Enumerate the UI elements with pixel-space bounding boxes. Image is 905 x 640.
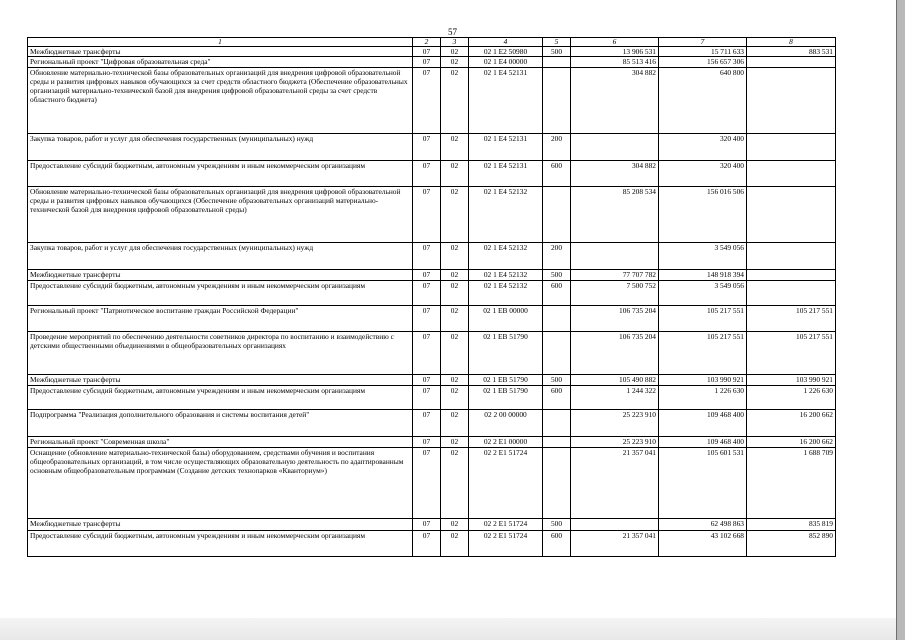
expense-type-cell <box>543 448 571 519</box>
amount-col6-cell <box>571 519 659 531</box>
amount-col7-cell: 156 657 306 <box>659 57 747 68</box>
section-code-cell: 07 <box>413 437 441 448</box>
amount-col7-cell: 148 918 394 <box>659 270 747 281</box>
table-row <box>28 306 836 332</box>
amount-col8-cell: 105 217 551 <box>747 306 836 332</box>
target-article-cell: 02 2 E1 51724 <box>469 448 543 519</box>
row-name-cell: Региональный проект "Цифровая образовательная среда" <box>28 57 413 68</box>
amount-col7-cell: 109 468 400 <box>659 437 747 448</box>
target-article-cell: 02 1 E4 52132 <box>469 243 543 270</box>
row-name-cell: Подпрограмма "Реализация дополнительного образования и системы воспитания детей" <box>28 410 413 437</box>
section-code-cell: 07 <box>413 332 441 375</box>
subsection-code-cell: 02 <box>441 57 469 68</box>
amount-col8-cell <box>747 161 836 187</box>
section-code-cell: 07 <box>413 531 441 557</box>
header-cell-6: 6 <box>571 38 659 47</box>
row-name-cell: Межбюджетные трансферты <box>28 375 413 386</box>
target-article-cell: 02 1 E4 52131 <box>469 68 543 134</box>
target-article-cell: 02 1 E4 52132 <box>469 187 543 243</box>
amount-col7-cell: 105 217 551 <box>659 306 747 332</box>
amount-col8-cell <box>747 68 836 134</box>
expense-type-cell: 600 <box>543 386 571 410</box>
row-name-cell: Предоставление субсидий бюджетным, автономным учреждениям и иным некоммерческим организациям <box>28 531 413 557</box>
amount-col6-cell: 7 500 752 <box>571 281 659 306</box>
amount-col8-cell <box>747 57 836 68</box>
subsection-code-cell: 02 <box>441 243 469 270</box>
expense-type-cell <box>543 306 571 332</box>
section-code-cell: 07 <box>413 243 441 270</box>
amount-col7-cell: 62 498 863 <box>659 519 747 531</box>
section-code-cell: 07 <box>413 134 441 161</box>
header-row <box>28 38 836 47</box>
header-cell-1: 1 <box>28 38 413 47</box>
expense-type-cell: 600 <box>543 161 571 187</box>
table-row <box>28 437 836 448</box>
table-row <box>28 57 836 68</box>
row-name-cell: Межбюджетные трансферты <box>28 47 413 57</box>
header-cell-5: 5 <box>543 38 571 47</box>
amount-col7-cell: 105 601 531 <box>659 448 747 519</box>
target-article-cell: 02 2 E1 51724 <box>469 531 543 557</box>
target-article-cell: 02 2 E1 00000 <box>469 437 543 448</box>
section-code-cell: 07 <box>413 47 441 57</box>
budget-table <box>27 37 836 557</box>
amount-col8-cell: 103 990 921 <box>747 375 836 386</box>
expense-type-cell: 600 <box>543 281 571 306</box>
amount-col6-cell: 85 208 534 <box>571 187 659 243</box>
amount-col7-cell: 1 226 630 <box>659 386 747 410</box>
row-name-cell: Региональный проект "Патриотическое воспитание граждан Российской Федерации" <box>28 306 413 332</box>
subsection-code-cell: 02 <box>441 375 469 386</box>
target-article-cell: 02 1 E4 52132 <box>469 270 543 281</box>
header-cell-3: 3 <box>441 38 469 47</box>
row-name-cell: Проведение мероприятий по обеспечению деятельности советников директора по воспитанию и взаимодействию с детскими общественными объединениями в общеобразовательных организациях <box>28 332 413 375</box>
row-name-cell: Предоставление субсидий бюджетным, автономным учреждениям и иным некоммерческим организациям <box>28 281 413 306</box>
section-code-cell: 07 <box>413 410 441 437</box>
amount-col6-cell: 106 735 204 <box>571 332 659 375</box>
amount-col7-cell: 320 400 <box>659 134 747 161</box>
amount-col8-cell <box>747 134 836 161</box>
expense-type-cell: 600 <box>543 531 571 557</box>
amount-col8-cell <box>747 187 836 243</box>
subsection-code-cell: 02 <box>441 386 469 410</box>
table-row <box>28 68 836 134</box>
row-name-cell: Межбюджетные трансферты <box>28 519 413 531</box>
amount-col7-cell: 105 217 551 <box>659 332 747 375</box>
expense-type-cell <box>543 68 571 134</box>
table-row <box>28 47 836 57</box>
amount-col6-cell: 1 244 322 <box>571 386 659 410</box>
section-code-cell: 07 <box>413 375 441 386</box>
amount-col7-cell: 109 468 400 <box>659 410 747 437</box>
amount-col6-cell: 13 906 531 <box>571 47 659 57</box>
header-cell-8: 8 <box>747 38 836 47</box>
row-name-cell: Оснащение (обновление материально-технической базы) оборудованием, средствами обучения и воспитания общеобразовательных организаций, в том числе осуществляющих образовательную деятельность по адаптированным основным общеобразовательным программам (Создание детских технопарков «Кванториум») <box>28 448 413 519</box>
subsection-code-cell: 02 <box>441 134 469 161</box>
amount-col6-cell: 25 223 910 <box>571 437 659 448</box>
table-row <box>28 386 836 410</box>
amount-col8-cell: 852 890 <box>747 531 836 557</box>
table-row <box>28 243 836 270</box>
target-article-cell: 02 1 E2 50980 <box>469 47 543 57</box>
table-row <box>28 187 836 243</box>
table-row <box>28 281 836 306</box>
target-article-cell: 02 1 EB 51790 <box>469 386 543 410</box>
amount-col6-cell: 77 707 782 <box>571 270 659 281</box>
row-name-cell: Предоставление субсидий бюджетным, автономным учреждениям и иным некоммерческим организациям <box>28 161 413 187</box>
viewer-right-edge <box>896 0 905 640</box>
row-name-cell: Предоставление субсидий бюджетным, автономным учреждениям и иным некоммерческим организациям <box>28 386 413 410</box>
amount-col8-cell: 16 200 662 <box>747 410 836 437</box>
expense-type-cell: 200 <box>543 243 571 270</box>
amount-col7-cell: 103 990 921 <box>659 375 747 386</box>
subsection-code-cell: 02 <box>441 270 469 281</box>
amount-col6-cell <box>571 243 659 270</box>
amount-col7-cell: 15 711 633 <box>659 47 747 57</box>
table-row <box>28 332 836 375</box>
section-code-cell: 07 <box>413 448 441 519</box>
expense-type-cell <box>543 332 571 375</box>
amount-col6-cell <box>571 134 659 161</box>
amount-col7-cell: 640 800 <box>659 68 747 134</box>
table-row <box>28 519 836 531</box>
amount-col8-cell: 105 217 551 <box>747 332 836 375</box>
subsection-code-cell: 02 <box>441 306 469 332</box>
target-article-cell: 02 1 E4 52132 <box>469 281 543 306</box>
section-code-cell: 07 <box>413 519 441 531</box>
amount-col6-cell: 106 735 204 <box>571 306 659 332</box>
table-row <box>28 161 836 187</box>
subsection-code-cell: 02 <box>441 281 469 306</box>
amount-col8-cell <box>747 243 836 270</box>
amount-col6-cell: 85 513 416 <box>571 57 659 68</box>
section-code-cell: 07 <box>413 281 441 306</box>
row-name-cell: Закупка товаров, работ и услуг для обеспечения государственных (муниципальных) нужд <box>28 134 413 161</box>
subsection-code-cell: 02 <box>441 437 469 448</box>
amount-col8-cell: 883 531 <box>747 47 836 57</box>
table-row <box>28 270 836 281</box>
expense-type-cell <box>543 57 571 68</box>
page-number: 57 <box>448 27 457 37</box>
amount-col8-cell: 1 688 709 <box>747 448 836 519</box>
row-name-cell: Межбюджетные трансферты <box>28 270 413 281</box>
amount-col6-cell: 304 882 <box>571 161 659 187</box>
target-article-cell: 02 1 E4 52131 <box>469 134 543 161</box>
amount-col6-cell: 105 490 882 <box>571 375 659 386</box>
amount-col8-cell: 835 819 <box>747 519 836 531</box>
target-article-cell: 02 1 E4 00000 <box>469 57 543 68</box>
row-name-cell: Обновление материально-технической базы образовательных организаций для внедрения цифровой образовательной среды и развития цифровых навыков обучающихся за счет средств областного бюджета (Обеспечение образовательных организаций материально-технической базой для внедрения цифровой образовательной среды за счет средств областного бюджета) <box>28 68 413 134</box>
expense-type-cell: 500 <box>543 270 571 281</box>
section-code-cell: 07 <box>413 270 441 281</box>
target-article-cell: 02 1 EB 51790 <box>469 332 543 375</box>
header-cell-4: 4 <box>469 38 543 47</box>
expense-type-cell: 200 <box>543 134 571 161</box>
target-article-cell: 02 2 00 00000 <box>469 410 543 437</box>
subsection-code-cell: 02 <box>441 519 469 531</box>
amount-col7-cell: 320 400 <box>659 161 747 187</box>
table-row <box>28 531 836 557</box>
row-name-cell: Обновление материально-технической базы образовательных организаций для внедрения цифровой образовательной среды и развития цифровых навыков обучающихся (Обеспечение образовательных организаций материально-технической базой для внедрения цифровой образовательной среды) <box>28 187 413 243</box>
section-code-cell: 07 <box>413 161 441 187</box>
table-row <box>28 134 836 161</box>
subsection-code-cell: 02 <box>441 47 469 57</box>
amount-col8-cell: 1 226 630 <box>747 386 836 410</box>
amount-col7-cell: 43 102 668 <box>659 531 747 557</box>
target-article-cell: 02 1 EB 51790 <box>469 375 543 386</box>
amount-col8-cell <box>747 281 836 306</box>
amount-col6-cell: 25 223 910 <box>571 410 659 437</box>
header-cell-7: 7 <box>659 38 747 47</box>
subsection-code-cell: 02 <box>441 161 469 187</box>
expense-type-cell: 500 <box>543 375 571 386</box>
amount-col8-cell <box>747 270 836 281</box>
table-row <box>28 375 836 386</box>
subsection-code-cell: 02 <box>441 531 469 557</box>
section-code-cell: 07 <box>413 187 441 243</box>
subsection-code-cell: 02 <box>441 448 469 519</box>
row-name-cell: Закупка товаров, работ и услуг для обеспечения государственных (муниципальных) нужд <box>28 243 413 270</box>
subsection-code-cell: 02 <box>441 68 469 134</box>
header-cell-2: 2 <box>413 38 441 47</box>
amount-col6-cell: 21 357 041 <box>571 448 659 519</box>
expense-type-cell: 500 <box>543 519 571 531</box>
target-article-cell: 02 1 EB 00000 <box>469 306 543 332</box>
table-row <box>28 448 836 519</box>
section-code-cell: 07 <box>413 57 441 68</box>
expense-type-cell: 500 <box>543 47 571 57</box>
page-bottom-margin <box>0 618 896 640</box>
amount-col7-cell: 156 016 506 <box>659 187 747 243</box>
expense-type-cell <box>543 187 571 243</box>
amount-col7-cell: 3 549 056 <box>659 281 747 306</box>
amount-col6-cell: 21 357 041 <box>571 531 659 557</box>
amount-col8-cell: 16 200 662 <box>747 437 836 448</box>
amount-col6-cell: 304 882 <box>571 68 659 134</box>
section-code-cell: 07 <box>413 68 441 134</box>
section-code-cell: 07 <box>413 306 441 332</box>
subsection-code-cell: 02 <box>441 187 469 243</box>
table-row <box>28 410 836 437</box>
target-article-cell: 02 2 E1 51724 <box>469 519 543 531</box>
expense-type-cell <box>543 437 571 448</box>
amount-col7-cell: 3 549 056 <box>659 243 747 270</box>
subsection-code-cell: 02 <box>441 332 469 375</box>
target-article-cell: 02 1 E4 52131 <box>469 161 543 187</box>
row-name-cell: Региональный проект "Современная школа" <box>28 437 413 448</box>
section-code-cell: 07 <box>413 386 441 410</box>
expense-type-cell <box>543 410 571 437</box>
subsection-code-cell: 02 <box>441 410 469 437</box>
